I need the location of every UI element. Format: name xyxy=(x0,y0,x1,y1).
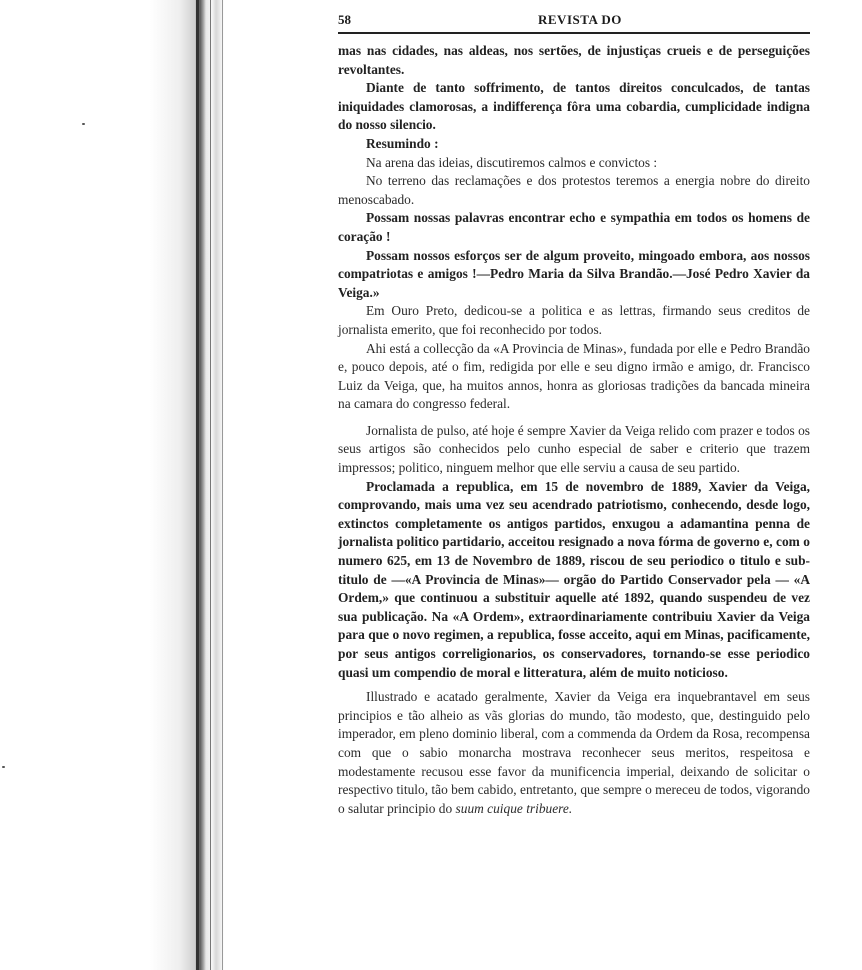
document-page xyxy=(338,8,810,818)
paragraph: Possam nossas palavras encontrar echo e sympathia em todos os homens de coração ! xyxy=(338,210,810,244)
page-number: 58 xyxy=(338,12,351,27)
article-body xyxy=(338,42,810,818)
paragraph: Ahi está a collecção da «A Provincia de Minas», fundada por elle e Pedro Brandão e, pouco depois, até o fim, redigida por elle e seu digno irmão e amigo, dr. Francisco Luiz da Veiga, que, ha muitos annos, honra as gloriosas tradições da bancada mineira na camara do congresso federal. xyxy=(338,340,810,412)
paragraph-text: Illustrado e acatado geralmente, Xavier da Veiga era inquebrantavel em seus principios e tão alheio as vãs glorias do mundo, tão modesto, que, destinguido pelo imperador, em pleno dominio liberal, com a commenda da Ordem da Rosa, recompensa com que o sabio monarcha mostrava reconhecer seus meritos, respeitosa e modestamente recusou esse favor da munificencia imperial, deixando de solicitar o respectivo titulo, tão bem cabido, entretanto, que sempre o mereceu de todos, vigorando o salutar principio do xyxy=(338,689,810,816)
paragraph: No terreno das reclamações e dos protestos teremos a energia nobre do direito menoscabado. xyxy=(338,173,810,207)
book-gutter xyxy=(150,0,230,970)
running-header xyxy=(338,8,810,28)
paragraph: mas nas cidades, nas aldeas, nos sertões, de injustiças crueis e de perseguições revoltantes. xyxy=(338,43,810,77)
paragraph: Resumindo : xyxy=(366,135,439,151)
paragraph: Proclamada a republica, em 15 de novembro de 1889, Xavier da Veiga, comprovando, mais uma vez seu acendrado patriotismo, conhecendo, desde logo, extinctos completamente os antigos partidos, enxugou a adamantina penna de jornalista politico partidario, acceitou resignado a nova fórma de governo e, com o numero 625, em 13 de Novembro de 1889, riscou de seu periodico o titulo e sub-titulo de —«A Provincia de Minas»— orgão do Partido Conservador pela — «A Ordem,» que continuou a substituir aquelle até 1892, quando suspendeu de vez sua publicação. Na «A Ordem», extraordinariamente contribuiu Xavier da Veiga para que o novo regimen, a republica, fosse acceito, aqui em Minas, pacificamente, por seus antigos correligionarios, os conservadores, tornando-se esse periodico quasi um compendio de moral e litteratura, além de muito noticioso. xyxy=(338,478,810,680)
binding-line xyxy=(210,0,211,970)
binding-edge xyxy=(196,0,199,970)
scan-speck xyxy=(2,766,5,768)
header-rule xyxy=(338,32,810,34)
scan-speck xyxy=(82,123,85,125)
binding-line xyxy=(222,0,223,970)
paragraph: Jornalista de pulso, até hoje é sempre Xavier da Veiga relido com prazer e todos os seus artigos são conhecidos pelo cunho especial de saber e criterio que trazem impressos; politico, ninguem melhor que elle serviu a causa de seu partido. xyxy=(338,422,810,476)
latin-maxim: suum cuique tribuere. xyxy=(455,800,573,816)
paragraph: Na arena das ideias, discutiremos calmos e convictos : xyxy=(366,154,658,170)
paragraph: Em Ouro Preto, dedicou-se a politica e as lettras, firmando seus creditos de jornalista emerito, que foi reconhecido por todos. xyxy=(338,303,810,337)
paragraph: Possam nossos esforços ser de algum proveito, mingoado embora, aos nossos compatriotas e amigos !—Pedro Maria da Silva Brandão.—José Pedro Xavier da Veiga.» xyxy=(338,247,810,300)
journal-title: REVISTA DO xyxy=(538,12,622,27)
paragraph xyxy=(338,688,810,818)
paragraph: Diante de tanto soffrimento, de tantos direitos conculcados, de tantas iniquidades clamorosas, a indifferença fôra uma cobardia, cumplicidade indigna do nosso silencio. xyxy=(338,80,810,133)
